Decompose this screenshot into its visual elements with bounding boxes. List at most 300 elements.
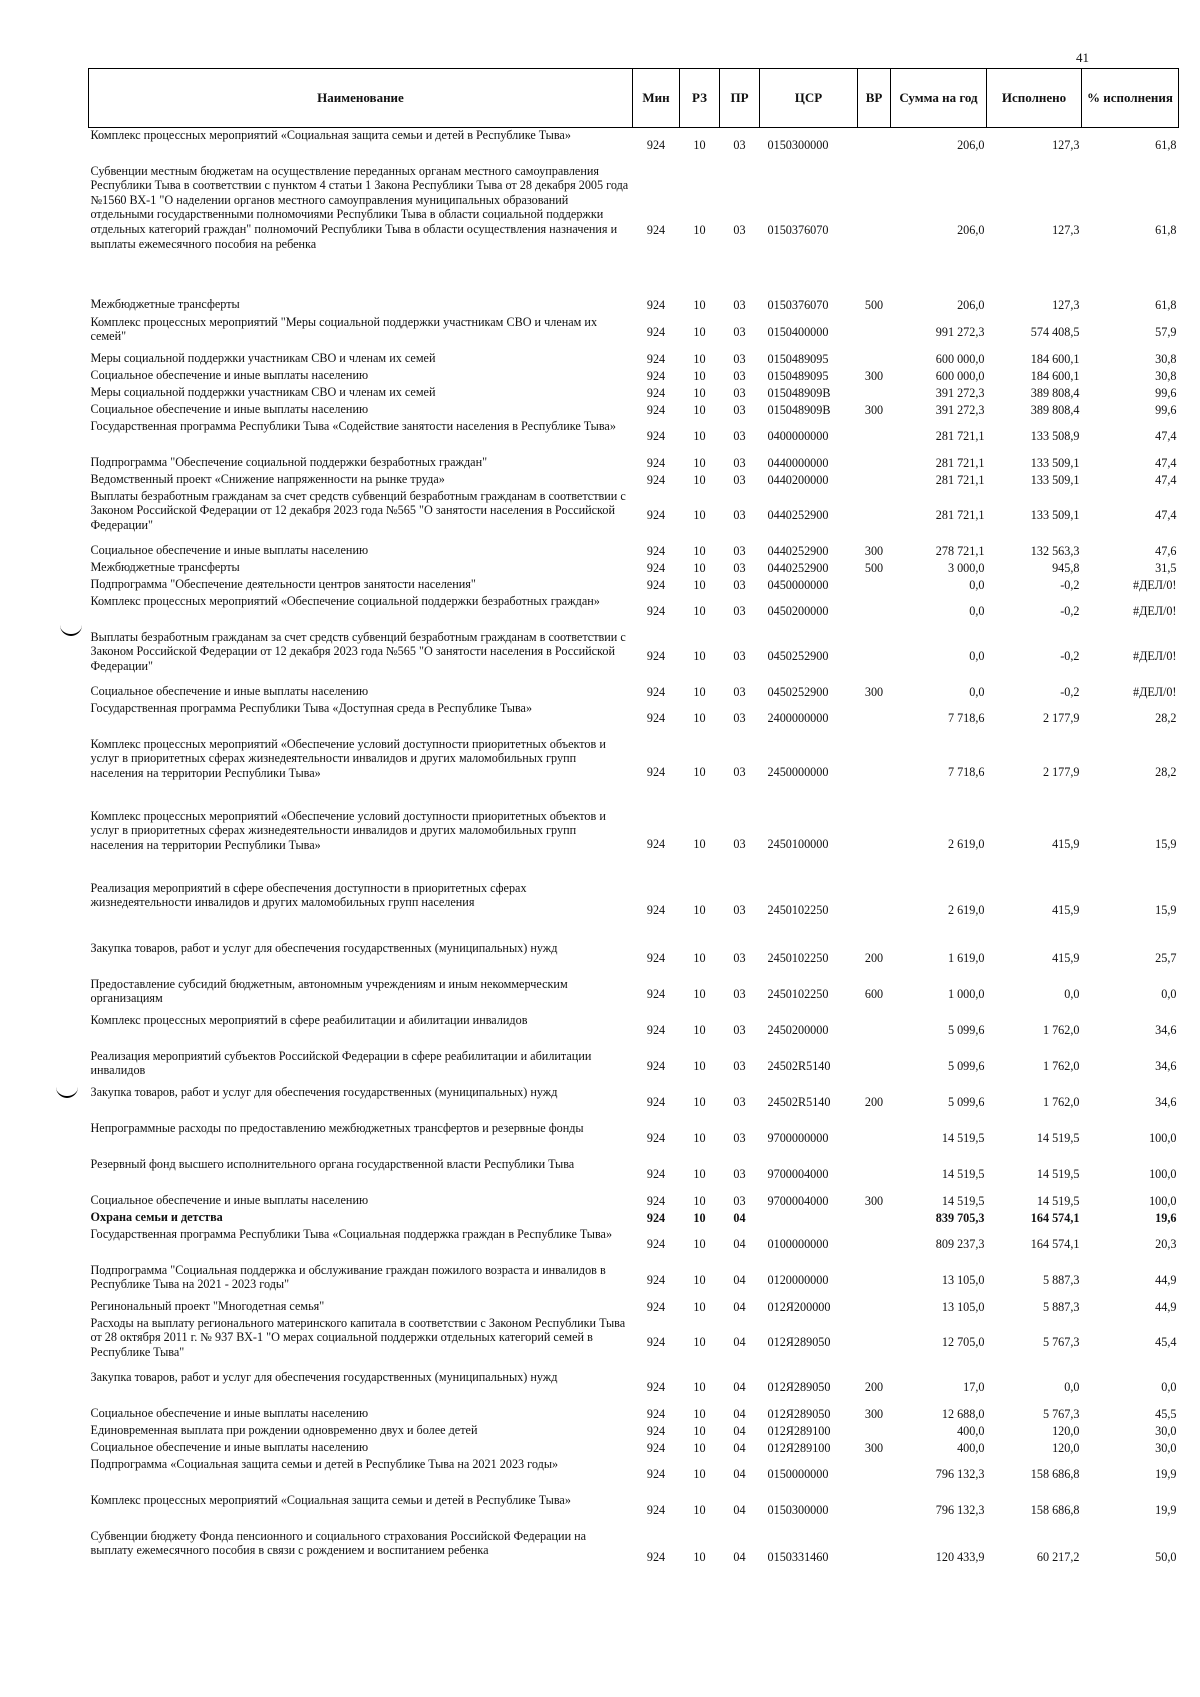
table-cell-pct: 45,4 [1155,1335,1177,1350]
budget-table [88,68,1179,1586]
table-cell-sum: 14 519,5 [941,1193,985,1208]
table-cell-name: Межбюджетные трансферты [90,296,240,311]
table-cell-pr: 04 [733,1440,746,1455]
table-cell-sum: 0,0 [969,577,985,592]
table-cell-min: 924 [646,1503,666,1518]
table-cell-min: 924 [646,1335,666,1350]
table-row [89,1013,1179,1049]
table-cell-vr: 300 [864,368,884,383]
table-cell-vr [858,164,891,297]
table-cell-sum: 2 619,0 [947,903,985,918]
table-cell-name: Расходы на выплату регионального материнского капитала в соответствии с Законом Республики Тыва от 28 октября 2011 г. № 937 ВХ-1 "О мерах социальной поддержки отдельных категорий семей в Республике Тыва" [90,1315,626,1359]
table-cell-rz: 10 [693,402,706,417]
table-cell-pr: 03 [733,1095,746,1110]
table-cell-pr: 03 [733,138,746,153]
table-cell-rz: 10 [693,1210,706,1225]
table-cell-pct: 44,9 [1155,1273,1177,1288]
table-cell-name: Резервный фонд высшего исполнительного органа государственной власти Республики Тыва [90,1156,575,1171]
table-cell-vr: 500 [864,298,884,313]
table-cell-rz: 10 [693,711,706,726]
table-row [89,368,1179,385]
table-cell-csr: 0120000000 [767,1273,829,1288]
table-cell-min: 924 [646,351,666,366]
table-cell-sum: 281 721,1 [935,472,985,487]
table-cell-name: Подпрограмма "Обеспечение деятельности центров занятости населения" [90,576,476,591]
table-cell-rz: 10 [693,508,706,523]
table-cell-csr: 0150400000 [767,325,829,340]
table-cell-csr: 0450000000 [767,577,829,592]
table-row [89,489,1179,543]
table-cell-pct: 19,6 [1155,1210,1177,1225]
table-cell-min: 924 [646,1237,666,1252]
table-row [89,594,1179,630]
table-cell-isp: 1 762,0 [1042,1023,1080,1038]
table-cell-sum: 206,0 [957,138,985,153]
table-cell-min: 924 [646,1423,666,1438]
table-cell-name: Непрограммные расходы по предоставлению межбюджетных трансфертов и резервные фонды [90,1120,584,1135]
table-cell-sum: 14 519,5 [941,1167,985,1182]
table-cell-pr: 03 [733,577,746,592]
table-cell-rz: 10 [693,1273,706,1288]
table-cell-isp: 14 519,5 [1036,1131,1080,1146]
table-cell-name: Межбюджетные трансферты [90,559,240,574]
table-cell-name: Социальное обеспечение и иные выплаты населению [90,1405,369,1420]
table-cell-vr: 200 [864,1095,884,1110]
table-cell-vr [858,1049,891,1085]
table-cell-pct: #ДЕЛ/0! [1133,649,1177,664]
table-cell-isp: 945,8 [1052,560,1080,575]
table-cell-rz: 10 [693,1503,706,1518]
table-cell-pr: 03 [733,472,746,487]
table-cell-isp: 14 519,5 [1036,1193,1080,1208]
table-cell-min: 924 [646,1131,666,1146]
table-row [89,1227,1179,1263]
table-cell-isp: 158 686,8 [1030,1467,1080,1482]
table-cell-min: 924 [646,560,666,575]
table-cell-isp: 164 574,1 [1030,1210,1080,1225]
table-cell-name: Комплекс процессных мероприятий «Обеспечение условий доступности приоритетных объектов и услуг в приоритетных сферах жизнедеятельности инвалидов и других маломобильных групп населения на территории Республики Тыва» [90,808,606,852]
table-row [89,1263,1179,1299]
table-cell-csr: 0150000000 [767,1467,829,1482]
table-cell-name: Регинональный проект "Многодетная семья" [90,1298,325,1313]
table-cell-name: Ведомственный проект «Снижение напряженности на рынке труда» [90,471,445,486]
table-cell-pct: 0,0 [1161,987,1177,1002]
table-cell-min: 924 [646,1193,666,1208]
table-cell-vr [858,1529,891,1586]
table-cell-vr [858,1457,891,1493]
table-cell-rz: 10 [693,1095,706,1110]
table-cell-pct: 61,8 [1155,138,1177,153]
table-cell-sum: 206,0 [957,298,985,313]
table-cell-rz: 10 [693,684,706,699]
table-row [89,630,1179,684]
table-cell-min: 924 [646,385,666,400]
table-cell-min: 924 [646,649,666,664]
table-cell-vr: 300 [864,1440,884,1455]
table-cell-rz: 10 [693,429,706,444]
table-cell-csr: 012Я289100 [767,1423,831,1438]
table-cell-sum: 281 721,1 [935,508,985,523]
table-cell-vr: 600 [864,987,884,1002]
table-cell-min: 924 [646,903,666,918]
table-cell-min: 924 [646,455,666,470]
table-cell-name: Меры социальной поддержки участникам СВО и членам их семей [90,384,436,399]
table-cell-vr [858,1157,891,1193]
table-cell-vr [858,419,891,455]
table-cell-pr: 03 [733,1167,746,1182]
table-cell-pr: 03 [733,1193,746,1208]
table-cell-rz: 10 [693,543,706,558]
table-cell-isp: 1 762,0 [1042,1059,1080,1074]
table-header-row [89,69,1179,128]
table-cell-sum: 14 519,5 [941,1131,985,1146]
table-cell-sum: 391 272,3 [935,385,985,400]
table-cell-pct: 61,8 [1155,298,1177,313]
table-cell-csr [760,1210,858,1227]
table-cell-sum: 796 132,3 [935,1467,985,1482]
table-cell-csr: 2400000000 [767,711,829,726]
table-cell-pct: 34,6 [1155,1023,1177,1038]
table-cell-vr [858,1493,891,1529]
table-cell-isp: 133 509,1 [1030,472,1080,487]
table-row [89,128,1179,164]
table-cell-csr: 012Я289100 [767,1440,831,1455]
table-cell-csr: 012Я289050 [767,1380,831,1395]
table-cell-rz: 10 [693,222,706,237]
table-cell-vr [858,1263,891,1299]
table-cell-rz: 10 [693,649,706,664]
table-cell-name: Выплаты безработным гражданам за счет средств субвенций безработным гражданам в соответствии с Законом Российской Федерации от 12 декабря 2023 года №565 "О занятости населения в Российской Федерации" [90,488,626,532]
table-cell-rz: 10 [693,903,706,918]
table-cell-sum: 3 000,0 [947,560,985,575]
table-cell-csr: 0450200000 [767,604,829,619]
table-cell-name: Реализация мероприятий в сфере обеспечения доступности в приоритетных сферах жизнедеятельности инвалидов и других маломобильных групп населения [90,880,527,910]
table-cell-sum: 12 688,0 [941,1406,985,1421]
table-cell-vr [858,881,891,941]
table-cell-pct: 30,8 [1155,368,1177,383]
table-cell-min: 924 [646,1549,666,1564]
table-cell-vr [858,1316,891,1370]
table-cell-csr: 2450102250 [767,951,829,966]
table-cell-csr: 0150376070 [767,222,829,237]
table-cell-csr: 2450100000 [767,837,829,852]
table-cell-rz: 10 [693,298,706,313]
header-sum: Сумма на год [891,69,987,128]
table-cell-pr: 03 [733,508,746,523]
table-cell-name: Комплекс процессных мероприятий «Обеспечение социальной поддержки безработных граждан» [90,593,600,608]
table-cell-csr: 24502R5140 [767,1095,831,1110]
table-cell-pct: 0,0 [1161,1380,1177,1395]
table-cell-csr: 2450000000 [767,765,829,780]
table-cell-pct: #ДЕЛ/0! [1133,604,1177,619]
table-cell-pct: 100,0 [1149,1167,1177,1182]
table-cell-isp: 0,0 [1064,987,1080,1002]
table-row [89,684,1179,701]
table-cell-name: Закупка товаров, работ и услуг для обеспечения государственных (муниципальных) нужд [90,1369,558,1384]
table-cell-min: 924 [646,1440,666,1455]
table-row [89,351,1179,368]
table-cell-vr: 200 [864,951,884,966]
table-cell-isp: 0,0 [1064,1380,1080,1395]
table-cell-min: 924 [646,1299,666,1314]
table-cell-vr: 300 [864,684,884,699]
table-cell-pct: 47,4 [1155,429,1177,444]
table-cell-pct: 57,9 [1155,325,1177,340]
table-cell-name: Комплекс процессных мероприятий в сфере реабилитации и абилитации инвалидов [90,1012,528,1027]
table-cell-rz: 10 [693,1467,706,1482]
table-cell-sum: 281 721,1 [935,429,985,444]
table-cell-pr: 03 [733,765,746,780]
table-cell-name: Подпрограмма "Социальная поддержка и обслуживание граждан пожилого возраста и инвалидов в Республике Тыва на 2021 - 2023 годы" [90,1262,606,1292]
table-cell-vr [858,385,891,402]
table-cell-sum: 12 705,0 [941,1335,985,1350]
table-cell-name: Закупка товаров, работ и услуг для обеспечения государственных (муниципальных) нужд [90,940,558,955]
table-cell-pct: 28,2 [1155,765,1177,780]
table-cell-pct: 44,9 [1155,1299,1177,1314]
table-row [89,315,1179,351]
header-min: Мин [633,69,680,128]
table-cell-rz: 10 [693,1380,706,1395]
table-cell-rz: 10 [693,560,706,575]
table-cell-csr: 0440252900 [767,543,829,558]
table-cell-rz: 10 [693,577,706,592]
table-cell-csr: 0150376070 [767,298,829,313]
table-row [89,164,1179,297]
table-cell-csr: 0150489095 [767,368,829,383]
table-row [89,1406,1179,1423]
table-cell-vr [858,809,891,881]
table-cell-vr [858,315,891,351]
table-cell-pct: 30,0 [1155,1440,1177,1455]
table-row [89,543,1179,560]
table-cell-csr: 0450252900 [767,684,829,699]
table-cell-isp: 164 574,1 [1030,1237,1080,1252]
table-cell-pr: 03 [733,325,746,340]
table-cell-name: Предоставление субсидий бюджетным, автономным учреждениям и иным некоммерческим организациям [90,976,568,1006]
table-cell-name: Комплекс процессных мероприятий "Меры социальной поддержки участникам СВО и членам их семей" [90,314,598,344]
table-cell-pr: 04 [733,1273,746,1288]
table-cell-name: Социальное обеспечение и иные выплаты населению [90,401,369,416]
table-cell-sum: 0,0 [969,649,985,664]
table-cell-rz: 10 [693,1549,706,1564]
table-cell-vr [858,594,891,630]
table-cell-csr: 012Я289050 [767,1335,831,1350]
table-cell-pct: 19,9 [1155,1503,1177,1518]
pen-mark [56,1086,78,1098]
table-row [89,297,1179,315]
table-row [89,737,1179,809]
header-isp: Исполнено [987,69,1082,128]
table-cell-csr: 0440200000 [767,472,829,487]
table-cell-isp: 415,9 [1052,837,1080,852]
table-cell-vr [858,1299,891,1316]
header-vr: ВР [858,69,891,128]
table-cell-pr: 03 [733,560,746,575]
table-cell-min: 924 [646,222,666,237]
table-cell-csr: 0150489095 [767,351,829,366]
table-cell-rz: 10 [693,472,706,487]
table-cell-min: 924 [646,577,666,592]
table-cell-isp: 2 177,9 [1042,765,1080,780]
table-cell-sum: 400,0 [957,1440,985,1455]
table-cell-name: Реализация мероприятий субъектов Российской Федерации в сфере реабилитации и абилитации инвалидов [90,1048,592,1078]
table-cell-pct: #ДЕЛ/0! [1133,684,1177,699]
table-cell-csr: 0150300000 [767,138,829,153]
table-cell-name: Комплекс процессных мероприятий «Обеспечение условий доступности приоритетных объектов и услуг в приоритетных сферах жизнедеятельности инвалидов и других маломобильных групп населения на территории Республики Тыва» [90,736,606,780]
table-cell-pct: 45,5 [1155,1406,1177,1421]
table-cell-vr [858,1013,891,1049]
table-cell-rz: 10 [693,368,706,383]
table-cell-pr: 03 [733,351,746,366]
table-cell-isp: 389 808,4 [1030,402,1080,417]
table-cell-vr [858,128,891,164]
table-row [89,1440,1179,1457]
table-cell-pr: 04 [733,1406,746,1421]
table-cell-sum: 13 105,0 [941,1299,985,1314]
table-cell-pct: 34,6 [1155,1059,1177,1074]
table-cell-pct: 19,9 [1155,1467,1177,1482]
table-cell-pr: 03 [733,222,746,237]
table-cell-pct: 20,3 [1155,1237,1177,1252]
table-row [89,977,1179,1013]
table-cell-pr: 03 [733,543,746,558]
table-cell-isp: 389 808,4 [1030,385,1080,400]
table-cell-pct: 100,0 [1149,1193,1177,1208]
table-row [89,881,1179,941]
table-cell-rz: 10 [693,1406,706,1421]
table-cell-name: Единовременная выплата при рождении одновременно двух и более детей [90,1422,478,1437]
table-cell-pct: 31,5 [1155,560,1177,575]
table-cell-vr: 300 [864,1193,884,1208]
table-cell-pr: 03 [733,711,746,726]
pen-mark [60,624,82,636]
table-cell-pr: 03 [733,1023,746,1038]
table-cell-pr: 03 [733,1059,746,1074]
table-cell-sum: 281 721,1 [935,455,985,470]
table-cell-rz: 10 [693,1440,706,1455]
table-cell-min: 924 [646,604,666,619]
table-row [89,1370,1179,1406]
table-cell-vr: 300 [864,402,884,417]
table-cell-pr: 03 [733,429,746,444]
table-cell-pr: 03 [733,649,746,664]
table-row [89,1457,1179,1493]
table-cell-min: 924 [646,1273,666,1288]
table-cell-rz: 10 [693,1299,706,1314]
table-cell-sum: 5 099,6 [947,1095,985,1110]
table-cell-rz: 10 [693,1423,706,1438]
table-row [89,1049,1179,1085]
table-cell-pr: 03 [733,604,746,619]
table-cell-rz: 10 [693,837,706,852]
table-cell-pct: 47,4 [1155,508,1177,523]
table-cell-sum: 7 718,6 [947,711,985,726]
table-cell-name: Подпрограмма «Социальная защита семьи и детей в Республике Тыва на 2021 2023 годы» [90,1456,559,1471]
table-cell-pr: 04 [733,1503,746,1518]
table-cell-isp: 127,3 [1052,138,1080,153]
table-cell-sum: 796 132,3 [935,1503,985,1518]
table-cell-csr: 2450102250 [767,987,829,1002]
table-cell-min: 924 [646,508,666,523]
table-cell-rz: 10 [693,138,706,153]
table-cell-pr: 04 [733,1210,746,1225]
table-cell-isp: 120,0 [1052,1440,1080,1455]
table-cell-sum: 809 237,3 [935,1237,985,1252]
table-cell-min: 924 [646,711,666,726]
table-cell-min: 924 [646,1095,666,1110]
table-cell-name: Выплаты безработным гражданам за счет средств субвенций безработным гражданам в соответствии с Законом Российской Федерации от 12 декабря 2023 года №565 "О занятости населения в Российской Федерации" [90,629,626,673]
table-cell-vr [858,351,891,368]
table-cell-vr [858,1423,891,1440]
table-cell-rz: 10 [693,987,706,1002]
table-row [89,402,1179,419]
table-row [89,701,1179,737]
table-cell-rz: 10 [693,765,706,780]
table-cell-isp: 5 767,3 [1042,1406,1080,1421]
table-cell-rz: 10 [693,351,706,366]
header-pct: % исполнения [1082,69,1179,128]
table-cell-isp: 14 519,5 [1036,1167,1080,1182]
table-cell-pr: 03 [733,1131,746,1146]
table-cell-pct: 47,6 [1155,543,1177,558]
table-cell-pr: 03 [733,455,746,470]
table-cell-vr [858,472,891,489]
table-cell-vr [858,1121,891,1157]
table-cell-sum: 391 272,3 [935,402,985,417]
table-cell-name: Субвенции местным бюджетам на осуществление переданных органам местного самоуправления Республики Тыва в соответствии с пунктом 4 статьи 1 Закона Республики Тыва от 28 декабря 2005 года №1560 ВХ-1 "О наделении органов местного самоуправления муниципальных образований отдельными государственными полномочиями Республики Тыва в области социальной поддержки отдельных категорий граждан" полномочий Республики Тыва в области осуществления назначения и выплаты ежемесячного пособия на ребенка [90,163,629,251]
table-cell-pr: 04 [733,1549,746,1564]
header-name: Наименование [89,69,633,128]
table-cell-min: 924 [646,1023,666,1038]
table-cell-rz: 10 [693,1237,706,1252]
table-cell-min: 924 [646,684,666,699]
table-cell-isp: 415,9 [1052,903,1080,918]
table-row [89,472,1179,489]
table-row [89,1493,1179,1529]
table-cell-pct: 30,8 [1155,351,1177,366]
table-cell-name: Социальное обеспечение и иные выплаты населению [90,1439,369,1454]
table-cell-isp: 5 887,3 [1042,1299,1080,1314]
table-row [89,809,1179,881]
table-cell-min: 924 [646,1406,666,1421]
table-cell-name: Меры социальной поддержки участникам СВО и членам их семей [90,350,436,365]
table-row [89,419,1179,455]
table-cell-csr: 0400000000 [767,429,829,444]
table-cell-isp: 184 600,1 [1030,368,1080,383]
table-cell-rz: 10 [693,385,706,400]
table-cell-min: 924 [646,402,666,417]
table-cell-sum: 400,0 [957,1423,985,1438]
table-cell-csr: 0150331460 [767,1549,829,1564]
table-cell-min: 924 [646,951,666,966]
table-cell-pr: 04 [733,1237,746,1252]
table-cell-csr: 012Я289050 [767,1406,831,1421]
table-cell-vr [858,1227,891,1263]
table-cell-vr: 500 [864,560,884,575]
table-cell-sum: 5 099,6 [947,1059,985,1074]
table-cell-isp: 60 217,2 [1036,1549,1080,1564]
table-cell-name: Социальное обеспечение и иные выплаты населению [90,683,369,698]
table-cell-sum: 278 721,1 [935,543,985,558]
table-cell-isp: 1 762,0 [1042,1095,1080,1110]
table-cell-pct: #ДЕЛ/0! [1133,577,1177,592]
page-number: 41 [1076,50,1089,65]
table-cell-csr: 012Я200000 [767,1299,831,1314]
table-cell-csr: 0440252900 [767,508,829,523]
table-cell-sum: 5 099,6 [947,1023,985,1038]
table-cell-min: 924 [646,837,666,852]
table-row [89,1121,1179,1157]
